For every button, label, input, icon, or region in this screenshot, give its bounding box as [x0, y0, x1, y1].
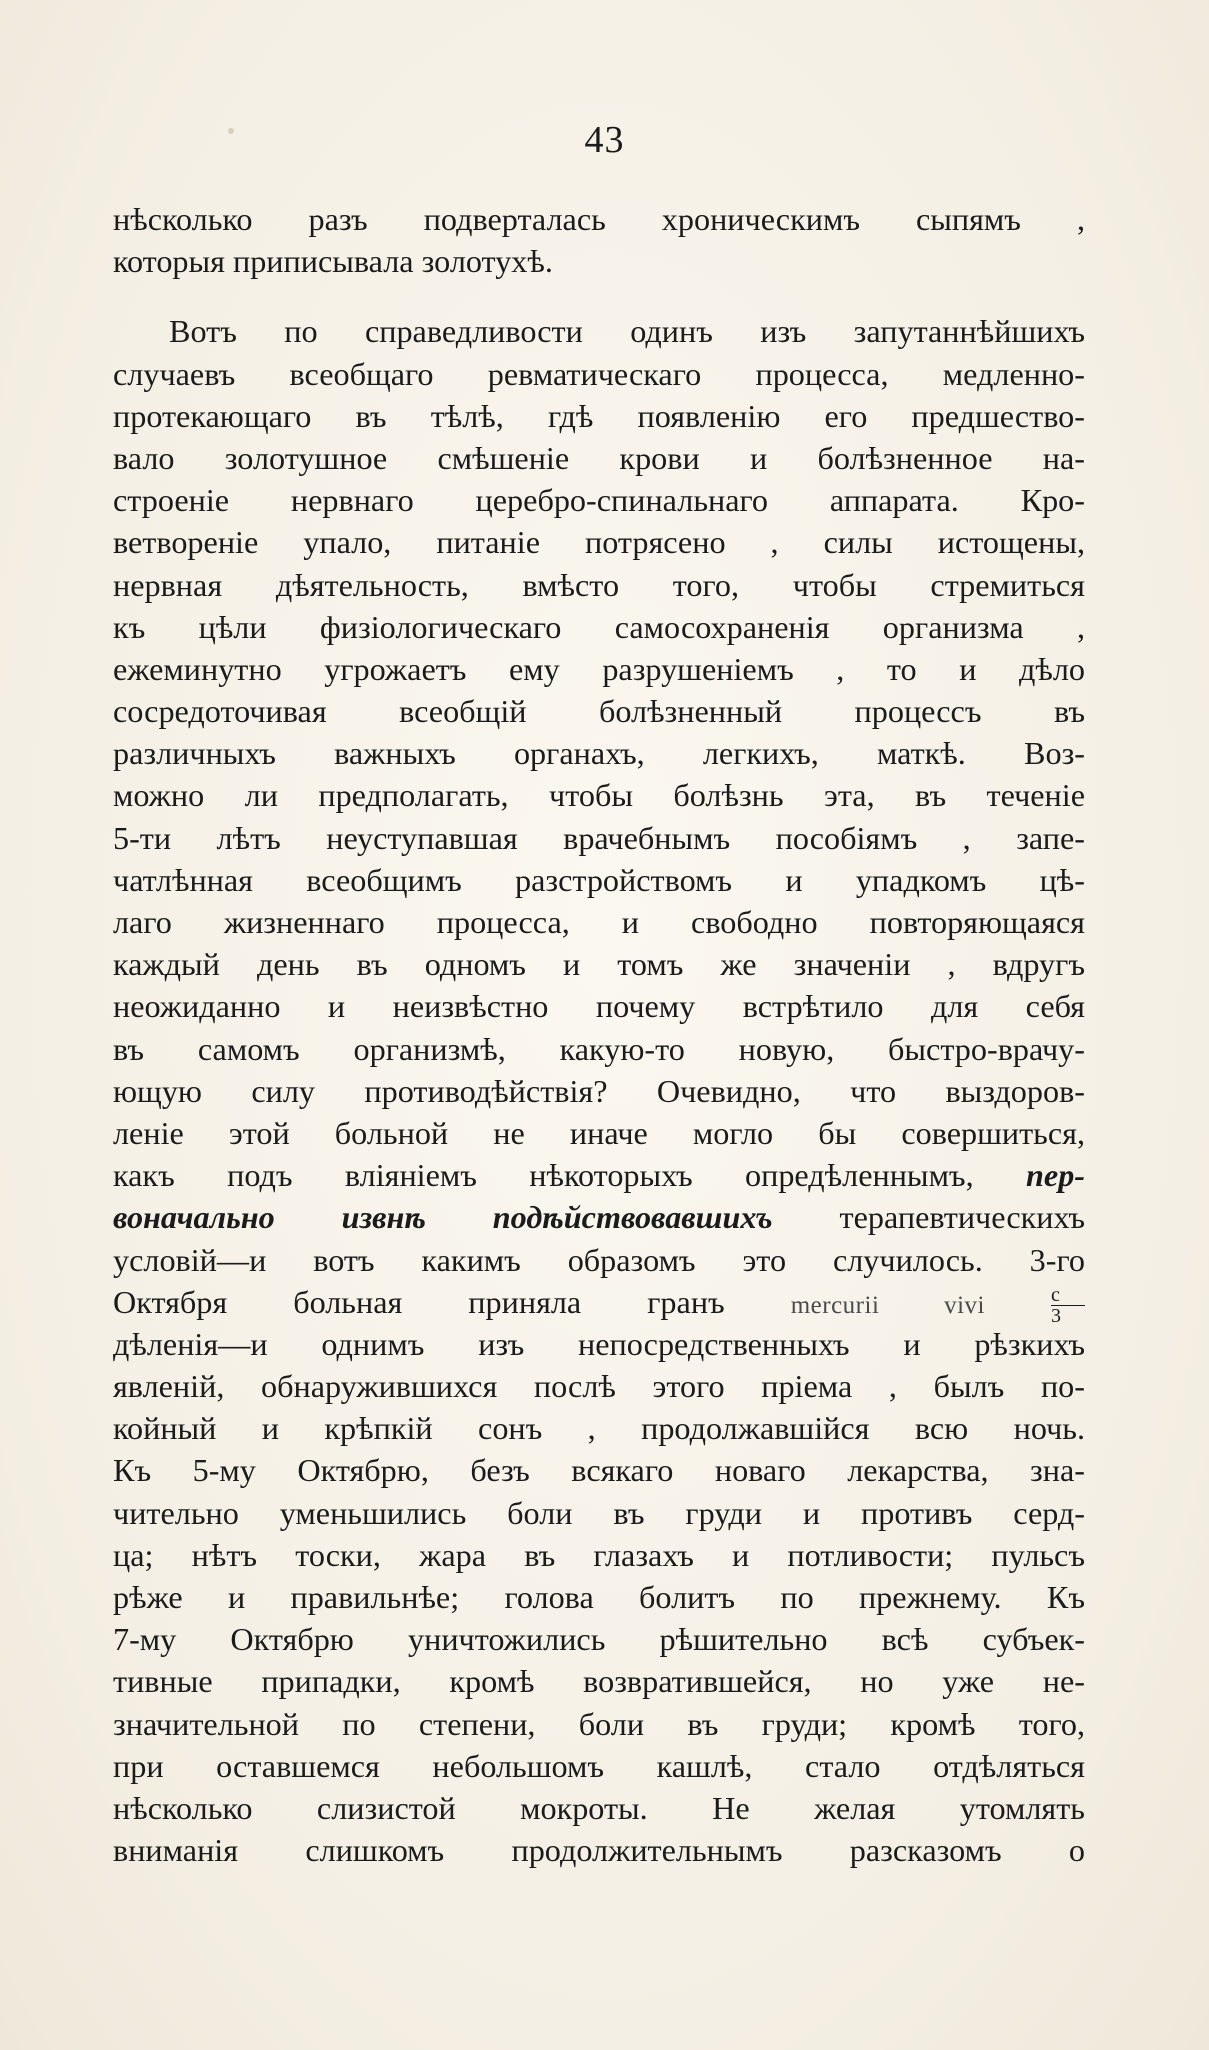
text-line: ветвореніе упало, питаніе потрясено , силы истощены, — [113, 524, 1085, 561]
text-line: вниманія слишкомъ продолжительнымъ разсказомъ о — [113, 1832, 1085, 1869]
text-line: строеніе нервнаго церебро-спинальнаго аппарата. Кро- — [113, 482, 1085, 519]
text-line: леніе этой больной не иначе могло бы совершиться, — [113, 1114, 1085, 1151]
body-text — [113, 198, 1085, 1871]
text-line: лаго жизненнаго процесса, и свободно повторяющаяся — [113, 904, 1085, 940]
text-line: при оставшемся небольшомъ кашлѣ, стало отдѣляться — [113, 1747, 1085, 1784]
text-segment: какъ подъ вліяніемъ нѣкоторыхъ опредѣленнымъ, — [113, 1157, 974, 1194]
fraction-numerator: c — [1051, 1285, 1085, 1306]
text-line: условій—и вотъ какимъ образомъ это случилось. 3-го — [113, 1241, 1085, 1278]
text-line: нервная дѣятельность, вмѣсто того, чтобы стремиться — [113, 566, 1085, 603]
page-number: 43 — [584, 119, 625, 161]
text-line — [113, 1154, 1085, 1196]
text-line: 7-му Октябрю уничтожились рѣшительно всѣ субъек- — [113, 1621, 1085, 1658]
text-line: койный и крѣпкій сонъ , продолжавшійся всю ночь. — [113, 1410, 1085, 1447]
text-line: ца; нѣтъ тоски, жара въ глазахъ и потливости; пульсъ — [113, 1536, 1085, 1573]
text-line: сосредоточивая всеобщій болѣзненный процессъ въ — [113, 693, 1085, 730]
text-line: къ цѣли физіологическаго самосохраненія организма , — [113, 608, 1085, 645]
text-line: чительно уменьшились боли въ груди и противъ серд- — [113, 1494, 1085, 1531]
text-segment: терапевтическихъ — [839, 1199, 1085, 1236]
text-line — [113, 1281, 1085, 1327]
text-line: нѣсколько разъ подверталась хроническимъ сыпямъ , — [113, 201, 1085, 237]
text-line: дѣленія—и однимъ изъ непосредственныхъ и рѣзкихъ — [113, 1325, 1085, 1362]
fraction-denominator: 3 — [1051, 1304, 1062, 1327]
text-line: можно ли предполагать, чтобы болѣзнь эта, въ теченіе — [113, 777, 1085, 814]
text-line: различныхъ важныхъ органахъ, легкихъ, маткѣ. Воз- — [113, 735, 1085, 772]
text-line: неожиданно и неизвѣстно почему встрѣтило для себя — [113, 988, 1085, 1025]
text-line: въ самомъ организмѣ, какую-то новую, быстро-врачу- — [113, 1030, 1085, 1067]
text-line — [113, 1196, 1085, 1238]
text-line: 5-ти лѣтъ неуступавшая врачебнымъ пособіямъ , запе- — [113, 819, 1085, 856]
text-line: протекающаго въ тѣлѣ, гдѣ появленію его предшество- — [113, 397, 1085, 434]
text-line: случаевъ всеобщаго ревматическаго процесса, медленно- — [113, 355, 1085, 392]
fraction — [1051, 1285, 1085, 1326]
text-line: Къ 5-му Октябрю, безъ всякаго новаго лекарства, зна- — [113, 1452, 1085, 1489]
text-line: рѣже и правильнѣе; голова болитъ по прежнему. Къ — [113, 1579, 1085, 1615]
text-segment: Октября больная приняла гранъ — [113, 1283, 725, 1320]
mercury-text: mercurii vivi — [790, 1291, 985, 1319]
text-line: значительной по степени, боли въ груди; кромѣ того, — [113, 1705, 1085, 1742]
italic-text: пер- — [1026, 1157, 1085, 1194]
text-line: нѣсколько слизистой мокроты. Не желая утомлять — [113, 1789, 1085, 1826]
text-line: вало золотушное смѣшеніе крови и болѣзненное на- — [113, 439, 1085, 476]
text-line: ющую силу противодѣйствія? Очевидно, что выздоров- — [113, 1072, 1085, 1109]
text-line: явленій, обнаружившихся послѣ этого пріема , былъ по- — [113, 1368, 1085, 1405]
text-line: каждый день въ одномъ и томъ же значеніи , вдругъ — [113, 946, 1085, 983]
italic-text: воначально извнѣ подѣйствовавшихъ — [113, 1199, 773, 1236]
paragraph-gap — [113, 282, 1085, 310]
text-line: ежеминутно угрожаетъ ему разрушеніемъ , то и дѣло — [113, 650, 1085, 687]
text-line: чатлѣнная всеобщимъ разстройствомъ и упадкомъ цѣ- — [113, 861, 1085, 898]
text-line: Вотъ по справедливости одинъ изъ запутаннѣйшихъ — [169, 313, 1085, 350]
text-line: которыя приписывала золотухѣ. — [113, 243, 553, 280]
text-line: тивные припадки, кромѣ возвратившейся, но уже не- — [113, 1663, 1085, 1700]
